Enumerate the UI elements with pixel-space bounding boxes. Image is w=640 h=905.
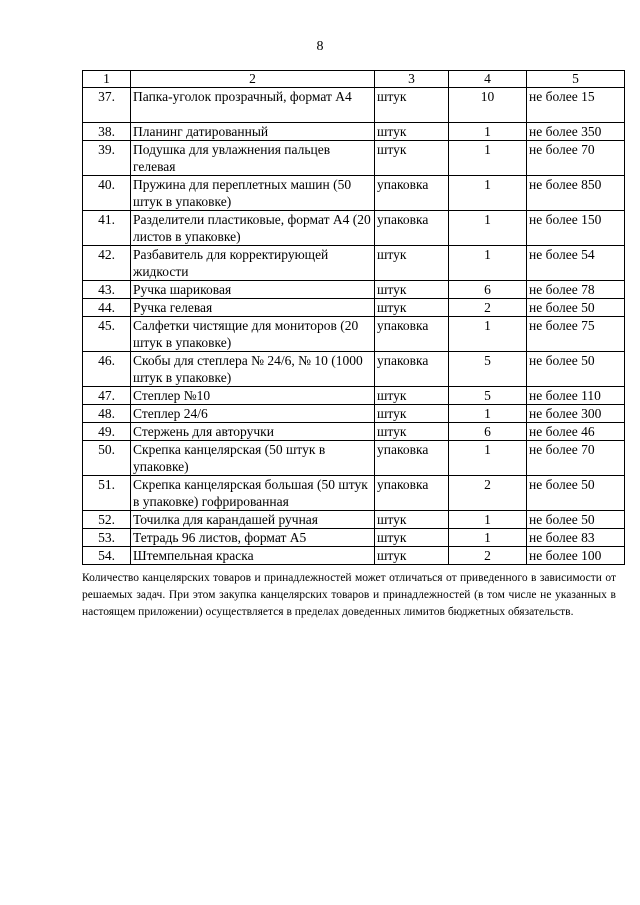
table-row [83,441,625,476]
quantity: 1 [449,141,527,176]
table-row [83,352,625,387]
item-name: Штемпельная краска [131,547,375,565]
quantity: 5 [449,352,527,387]
quantity: 1 [449,317,527,352]
unit-of-measure: штук [375,405,449,423]
unit-of-measure: штук [375,141,449,176]
row-number: 51. [83,476,131,511]
price-limit: не более 50 [527,299,625,317]
price-limit: не более 110 [527,387,625,405]
column-header: 4 [449,71,527,88]
item-name: Салфетки чистящие для мониторов (20 штук в упаковке) [131,317,375,352]
item-name: Скрепка канцелярская большая (50 штук в упаковке) гофрированная [131,476,375,511]
quantity: 6 [449,281,527,299]
item-name: Стержень для авторучки [131,423,375,441]
item-name: Степлер 24/6 [131,405,375,423]
item-name: Точилка для карандашей ручная [131,511,375,529]
price-limit: не более 54 [527,246,625,281]
page-number: 8 [316,39,324,54]
row-number: 41. [83,211,131,246]
table-row [83,317,625,352]
row-number: 43. [83,281,131,299]
price-limit: не более 70 [527,441,625,476]
item-name: Ручка гелевая [131,299,375,317]
unit-of-measure: штук [375,299,449,317]
price-limit: не более 50 [527,511,625,529]
quantity: 2 [449,547,527,565]
price-limit: не более 850 [527,176,625,211]
row-number: 39. [83,141,131,176]
unit-of-measure: штук [375,547,449,565]
price-limit: не более 150 [527,211,625,246]
unit-of-measure: штук [375,281,449,299]
price-limit: не более 350 [527,123,625,141]
row-number: 40. [83,176,131,211]
item-name: Ручка шариковая [131,281,375,299]
unit-of-measure: упаковка [375,441,449,476]
price-limit: не более 46 [527,423,625,441]
price-limit: не более 70 [527,141,625,176]
column-header: 3 [375,71,449,88]
unit-of-measure: упаковка [375,352,449,387]
quantity: 1 [449,246,527,281]
quantity: 5 [449,387,527,405]
row-number: 44. [83,299,131,317]
quantity: 1 [449,511,527,529]
unit-of-measure: штук [375,246,449,281]
table-row [83,547,625,565]
row-number: 53. [83,529,131,547]
item-name: Скобы для степлера № 24/6, № 10 (1000 штук в упаковке) [131,352,375,387]
unit-of-measure: упаковка [375,476,449,511]
item-name: Степлер №10 [131,387,375,405]
quantity: 1 [449,441,527,476]
row-number: 52. [83,511,131,529]
table-row [83,405,625,423]
column-header: 2 [131,71,375,88]
item-name: Планинг датированный [131,123,375,141]
unit-of-measure: упаковка [375,176,449,211]
row-number: 42. [83,246,131,281]
table-row [83,529,625,547]
unit-of-measure: упаковка [375,317,449,352]
item-name: Разделители пластиковые, формат А4 (20 листов в упаковке) [131,211,375,246]
quantity: 1 [449,123,527,141]
table-body [83,88,625,565]
stationery-table [82,70,625,565]
price-limit: не более 100 [527,547,625,565]
table-row [83,246,625,281]
unit-of-measure: штук [375,387,449,405]
quantity: 1 [449,211,527,246]
row-number: 49. [83,423,131,441]
table-row [83,123,625,141]
row-number: 38. [83,123,131,141]
column-header: 1 [83,71,131,88]
table-row [83,423,625,441]
table-row [83,211,625,246]
row-number: 47. [83,387,131,405]
price-limit: не более 300 [527,405,625,423]
price-limit: не более 83 [527,529,625,547]
item-name: Тетрадь 96 листов, формат А5 [131,529,375,547]
table-row [83,88,625,123]
row-number: 48. [83,405,131,423]
unit-of-measure: упаковка [375,211,449,246]
quantity: 6 [449,423,527,441]
unit-of-measure: штук [375,123,449,141]
row-number: 54. [83,547,131,565]
unit-of-measure: штук [375,423,449,441]
table-row [83,176,625,211]
quantity: 2 [449,299,527,317]
item-name: Скрепка канцелярская (50 штук в упаковке) [131,441,375,476]
table-row [83,387,625,405]
price-limit: не более 15 [527,88,625,123]
column-header: 5 [527,71,625,88]
row-number: 50. [83,441,131,476]
table-row [83,299,625,317]
quantity: 1 [449,405,527,423]
quantity: 1 [449,529,527,547]
quantity: 10 [449,88,527,123]
item-name: Пружина для переплетных машин (50 штук в упаковке) [131,176,375,211]
quantity: 2 [449,476,527,511]
table-row [83,511,625,529]
table-row [83,476,625,511]
row-number: 45. [83,317,131,352]
price-limit: не более 50 [527,352,625,387]
item-name: Подушка для увлажнения пальцев гелевая [131,141,375,176]
unit-of-measure: штук [375,529,449,547]
item-name: Разбавитель для корректирующей жидкости [131,246,375,281]
table-header-row [83,71,625,88]
row-number: 46. [83,352,131,387]
price-limit: не более 50 [527,476,625,511]
unit-of-measure: штук [375,511,449,529]
price-limit: не более 78 [527,281,625,299]
quantity: 1 [449,176,527,211]
row-number: 37. [83,88,131,123]
table-row [83,141,625,176]
item-name: Папка-уголок прозрачный, формат А4 [131,88,375,123]
footnote-text: Количество канцелярских товаров и принадлежностей может отличаться от приведенного в зависимости от решаемых задач. При этом закупка канцелярских товаров и принадлежностей (в том числе не указанных в настоящем приложении) осуществляется в пределах доведенных лимитов бюджетных обязательств. [82,572,616,618]
table-row [83,281,625,299]
price-limit: не более 75 [527,317,625,352]
unit-of-measure: штук [375,88,449,123]
